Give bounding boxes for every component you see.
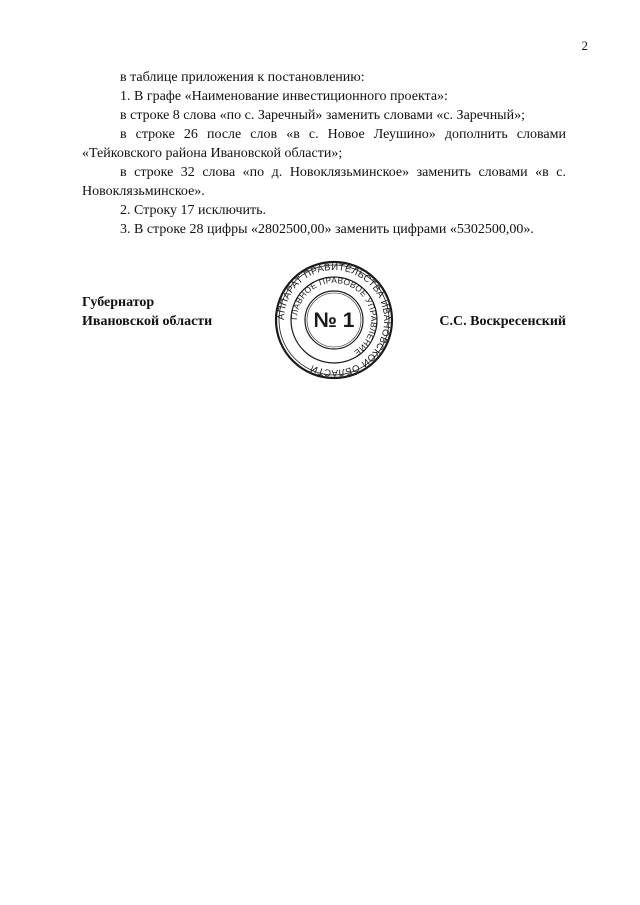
page-number: 2 [581, 38, 588, 53]
paragraph: в таблице приложения к постановлению: [120, 70, 365, 85]
paragraph: 2. Строку 17 исключить. [120, 203, 267, 218]
paragraph: в строке 26 после слов «в с. Новое Леушино» дополнить словами «Тейковского района Ивановской области»; [82, 127, 566, 161]
signatory-position: Губернатор [82, 295, 155, 310]
paragraph: 3. В строке 28 цифры «2802500,00» заменить цифрами «5302500,00». [120, 222, 534, 237]
seal-inner-text: ГЛАВНОЕ ПРАВОВОЕ УПРАВЛЕНИЕ [288, 274, 380, 359]
document-body [82, 68, 566, 239]
seal-outer-text: АППАРАТ ПРАВИТЕЛЬСТВА ИВАНОВСКОЙ ОБЛАСТИ [275, 261, 393, 379]
paragraph: 1. В графе «Наименование инвестиционного проекта»: [120, 89, 448, 104]
signatory-title [82, 293, 212, 331]
seal-number: № 1 [313, 309, 355, 332]
signatory-name: С.С. Воскресенский [439, 314, 566, 329]
paragraph: в строке 32 слова «по д. Новоклязьминское» заменить словами «в с. Новоклязьминское». [82, 165, 566, 199]
signatory-region: Ивановской области [82, 314, 213, 329]
official-seal [274, 260, 394, 380]
paragraph: в строке 8 слова «по с. Заречный» заменить словами «с. Заречный»; [120, 108, 525, 123]
